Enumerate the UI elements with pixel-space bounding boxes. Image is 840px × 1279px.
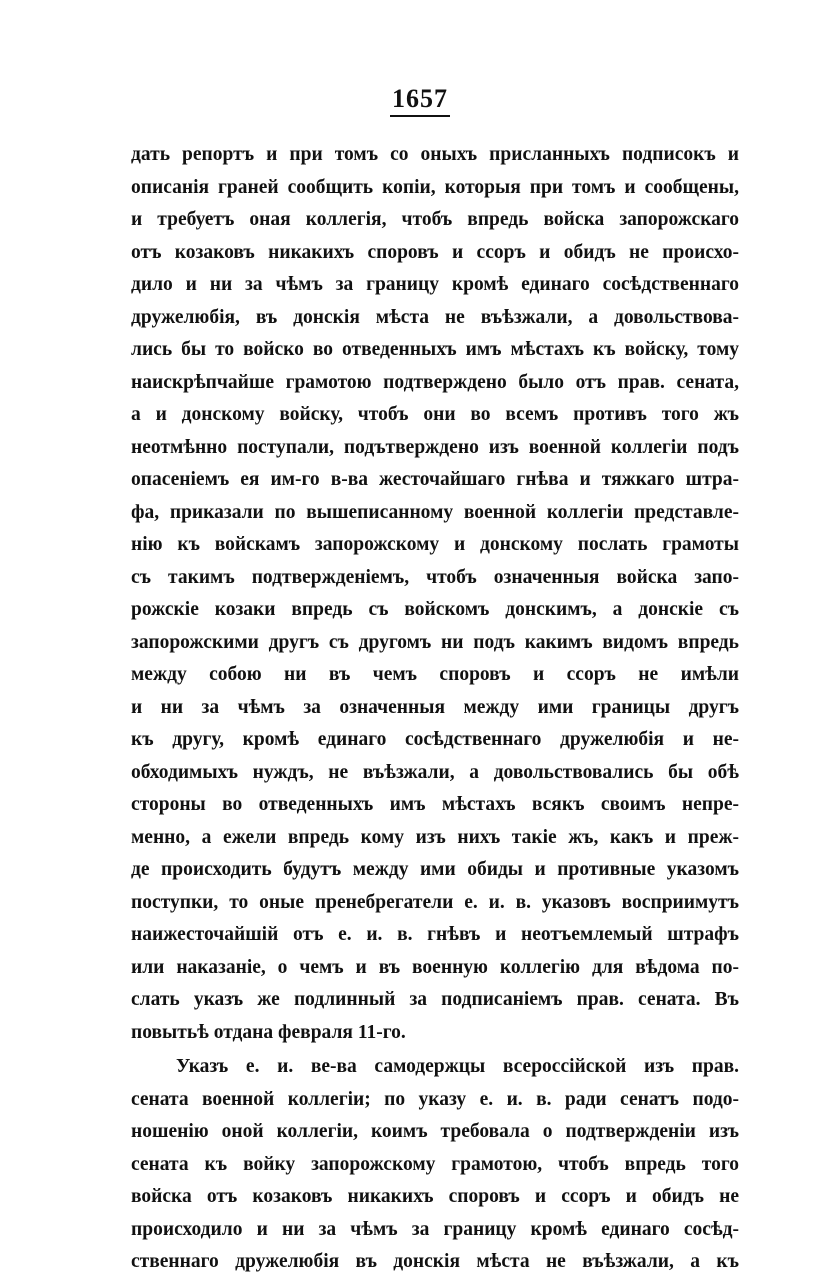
text-line: стороны во отведенныхъ имъ мѣстахъ всякъ своимъ непре- xyxy=(131,794,739,815)
paragraph xyxy=(131,139,739,1049)
text-line: поступки, то оные пренебрегатели е. и. в. указовъ восприимутъ xyxy=(131,891,739,913)
text-line: сената къ войку запорожскому грамотою, чтобъ впредь того xyxy=(131,1153,739,1175)
text-line: запорожскими другъ съ другомъ ни подъ какимъ видомъ впредь xyxy=(131,631,739,653)
text-line: происходило и ни за чѣмъ за границу кромѣ единаго сосѣд- xyxy=(131,1218,739,1240)
text-line: повытьѣ отдана февраля 11-го. xyxy=(131,1021,406,1043)
text-line: неотмѣнно поступали, подътверждено изъ военной коллегіи подъ xyxy=(131,436,739,458)
text-line: войска отъ козаковъ никакихъ споровъ и ссоръ и обидъ не xyxy=(131,1186,739,1207)
text-line: опасеніемъ ея им-го в-ва жесточайшаго гнѣва и тяжкаго штра- xyxy=(131,469,739,490)
text-line: нію къ войскамъ запорожскому и донскому послать грамоты xyxy=(131,534,739,555)
text-line: рожскіе козаки впредь съ войскомъ донскимъ, а донскіе съ xyxy=(131,599,739,620)
text-line: къ другу, кромѣ единаго сосѣдственнаго дружелюбія и не- xyxy=(131,729,739,750)
text-line: менно, а ежели впредь кому изъ нихъ такіе жъ, какъ и преж- xyxy=(131,826,739,848)
text-line: а и донскому войску, чтобъ они во всемъ противъ того жъ xyxy=(131,404,739,425)
text-line: и ни за чѣмъ за означенныя между ими границы другъ xyxy=(131,696,739,718)
text-line: лись бы то войско во отведенныхъ имъ мѣстахъ къ войску, тому xyxy=(131,339,739,360)
text-line: отъ козаковъ никакихъ споровъ и ссоръ и обидъ не происхо- xyxy=(131,241,739,263)
text-line: сената военной коллегіи; по указу е. и. в. ради сенатъ подо- xyxy=(131,1088,739,1110)
text-line: дружелюбія, въ донскія мѣста не въѣзжали, а довольствова- xyxy=(131,306,739,328)
page-number: 1657 xyxy=(0,84,840,117)
body-text xyxy=(131,139,739,1279)
text-line: съ такимъ подтвержденіемъ, чтобъ означенныя войска запо- xyxy=(131,566,739,588)
text-line: дило и ни за чѣмъ за границу кромѣ единаго сосѣдственнаго xyxy=(131,274,739,295)
text-line: слать указъ же подлинный за подписаніемъ прав. сената. Въ xyxy=(131,989,739,1010)
text-line: дать репортъ и при томъ со оныхъ присланныхъ подписокъ и xyxy=(131,144,739,165)
text-line: между собою ни въ чемъ споровъ и ссоръ не имѣли xyxy=(131,664,739,685)
text-line: ственнаго дружелюбія въ донскія мѣста не въѣзжали, а къ xyxy=(131,1251,739,1272)
text-line: ношенію оной коллегіи, коимъ требовала о подтвержденіи изъ xyxy=(131,1121,739,1142)
paragraph xyxy=(131,1051,739,1279)
text-line: наижесточайшій отъ е. и. в. гнѣвъ и неотъемлемый штрафъ xyxy=(131,924,739,945)
text-line: обходимыхъ нуждъ, не въѣзжали, а довольствовались бы обѣ xyxy=(131,761,739,783)
text-line: фа, приказали по вышеписанному военной коллегіи представле- xyxy=(131,501,739,523)
text-line: де происходить будутъ между ими обиды и противные указомъ xyxy=(131,859,739,880)
text-line: или наказаніе, о чемъ и въ военную коллегію для вѣдома по- xyxy=(131,956,739,978)
text-line: описанія граней сообщить копіи, которыя при томъ и сообщены, xyxy=(131,176,739,198)
text-line: наискрѣпчайше грамотою подтверждено было отъ прав. сената, xyxy=(131,371,739,393)
text-line: Указъ е. и. ве-ва самодержцы всероссійской изъ прав. xyxy=(176,1056,739,1077)
text-line: и требуетъ оная коллегія, чтобъ впредь войска запорожскаго xyxy=(131,209,739,230)
